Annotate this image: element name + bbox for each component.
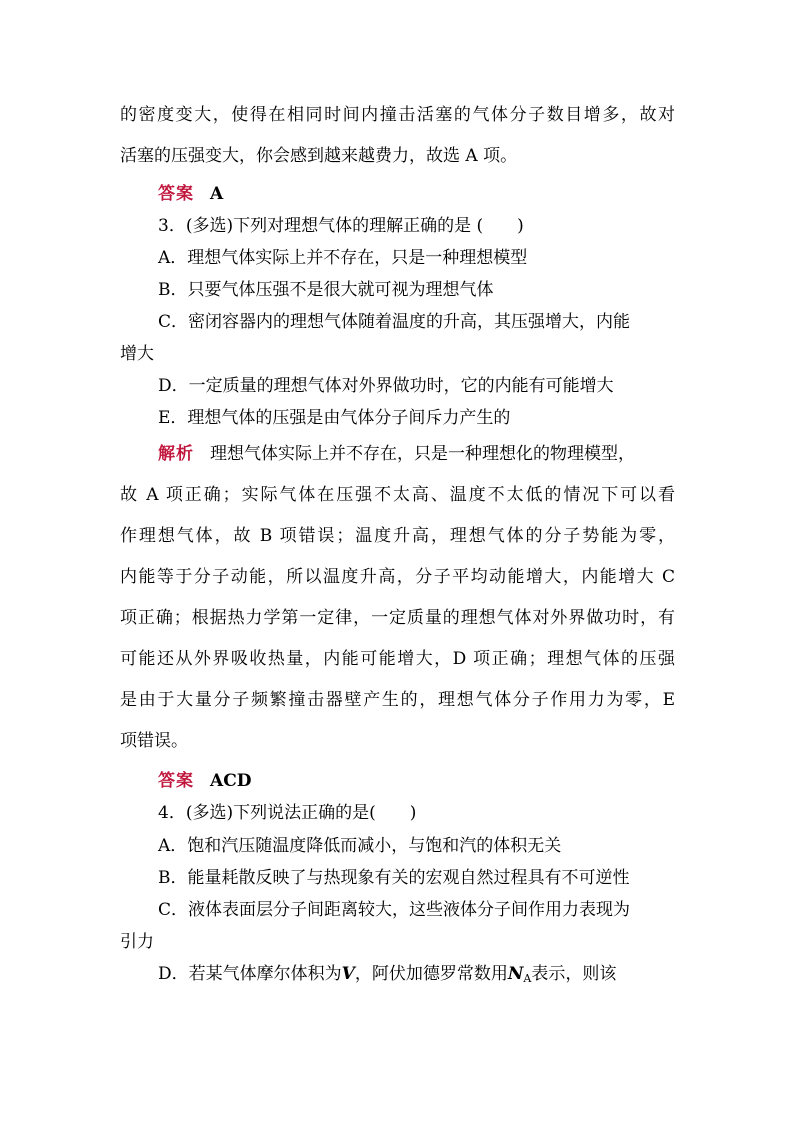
answer-value: A: [210, 184, 224, 204]
q3-option-c-line-1: C．密闭容器内的理想气体随着温度的升高，其压强增大，内能: [158, 312, 631, 332]
answer-label: 答案: [158, 184, 194, 204]
q3-analysis-line-6: 可能还从外界吸收热量，内能可能增大，D 项正确；理想气体的压强: [120, 649, 675, 669]
q3-stem: 3．(多选)下列对理想气体的理解正确的是 ( ): [158, 216, 524, 236]
q3-analysis-line-3: 作理想气体，故 B 项错误；温度升高，理想气体的分子势能为零，: [120, 526, 675, 546]
q4-stem: 4．(多选)下列说法正确的是( ): [158, 803, 417, 823]
q3-analysis-line-7: 是由于大量分子频繁撞击器壁产生的，理想气体分子作用力为零，E: [120, 690, 675, 710]
q3-option-d: D．一定质量的理想气体对外界做功时，它的内能有可能增大: [158, 376, 614, 396]
q3-answer: [158, 771, 251, 791]
q2-text-line-1: 的密度变大，使得在相同时间内撞击活塞的气体分子数目增多，故对: [120, 105, 675, 125]
q3-analysis-line-5: 项正确；根据热力学第一定律，一定质量的理想气体对外界做功时，有: [120, 608, 675, 628]
q3-analysis-line-4: 内能等于分子动能，所以温度升高，分子平均动能增大，内能增大 C: [120, 567, 675, 587]
q3-analysis-line-8: 项错误。: [120, 731, 188, 751]
q3-analysis-line-1: 解析 理想气体实际上并不存在，只是一种理想化的物理模型，: [158, 444, 635, 464]
answer-value: ACD: [210, 771, 252, 791]
q2-answer: [158, 184, 223, 204]
q4-option-c-line-2: 引力: [120, 932, 154, 952]
q3-analysis-line-2: 故 A 项正确；实际气体在压强不太高、温度不太低的情况下可以看: [120, 485, 675, 505]
q4-option-a: A．饱和汽压随温度降低而减小，与饱和汽的体积无关: [158, 836, 562, 856]
q3-option-c-line-2: 增大: [120, 344, 154, 364]
variable-v: V: [341, 964, 355, 984]
q3-option-b: B．只要气体压强不是很大就可视为理想气体: [158, 280, 494, 300]
q4-option-d: D．若某气体摩尔体积为V，阿伏加德罗常数用$N_A$表示，则该: [158, 964, 617, 985]
q2-text-line-2: 活塞的压强变大，你会感到越来越费力，故选 A 项。: [120, 146, 518, 166]
q4-option-b: B．能量耗散反映了与热现象有关的宏观自然过程具有不可逆性: [158, 868, 630, 888]
analysis-label: 解析: [158, 444, 194, 464]
variable-n-subscript: A: [523, 972, 532, 985]
q3-option-a: A．理想气体实际上并不存在，只是一种理想模型: [158, 248, 528, 268]
q3-option-e: E．理想气体的压强是由气体分子间斥力产生的: [158, 408, 511, 428]
variable-n: N: [507, 964, 524, 984]
q4-option-c-line-1: C．液体表面层分子间距离较大，这些液体分子间作用力表现为: [158, 900, 631, 920]
answer-label: 答案: [158, 771, 194, 791]
